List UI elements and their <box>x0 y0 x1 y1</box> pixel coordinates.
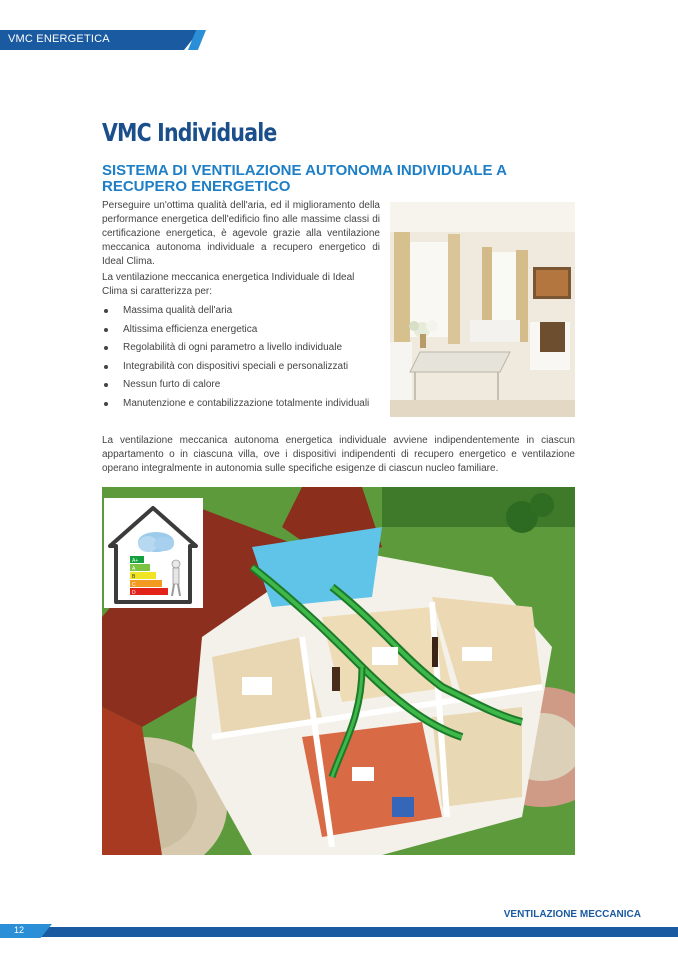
energy-class-label: C <box>132 582 136 588</box>
page-subtitle: SISTEMA DI VENTILAZIONE AUTONOMA INDIVIDUALE A RECUPERO ENERGETICO <box>102 162 507 195</box>
footer-band <box>0 927 678 937</box>
footer-section-label: VENTILAZIONE MECCANICA <box>503 909 641 920</box>
feature-list <box>102 305 392 416</box>
energy-class-label: D <box>132 590 136 596</box>
energy-class-label: A <box>132 566 136 572</box>
feature-item: Regolabilità di ogni parametro a livello individuale <box>102 342 392 361</box>
energy-class-label: A+ <box>132 558 139 564</box>
intro-paragraph-2: La ventilazione meccanica energetica Individuale di Ideal Clima si caratterizza per: <box>102 272 355 297</box>
page-title: VMC Individuale <box>102 118 277 147</box>
feature-item: Altissima efficienza energetica <box>102 324 392 343</box>
feature-item: Massima qualità dell'aria <box>102 305 392 324</box>
living-room-photo <box>390 202 575 417</box>
page-number: 12 <box>14 925 25 935</box>
feature-item: Manutenzione e contabilizzazione totalmente individuali <box>102 398 392 417</box>
feature-item: Integrabilità con dispositivi speciali e personalizzati <box>102 361 392 380</box>
intro-paragraph: Perseguire un'ottima qualità dell'aria, ed il miglioramento della performance energetica dell'edificio fino alle massime classi di certificazione energetica, è agevole grazie alla ventilazione meccanica autonoma individuale a recupero energetico di Ideal Clima. <box>102 200 380 267</box>
energy-class-badge <box>104 498 203 608</box>
feature-item: Nessun furto di calore <box>102 379 392 398</box>
description-paragraph: La ventilazione meccanica autonoma energetica individuale avviene indipendentemente in ciascun appartamento o in ciascuna villa, ove i dispositivi indipendenti di recupero energetico e ventilazione operano integralmente in autonomia sulle specifiche esigenze di ciascun nucleo familiare. <box>102 435 575 474</box>
header-section-label: VMC ENERGETICA <box>8 33 110 45</box>
energy-class-label: B <box>132 574 136 580</box>
